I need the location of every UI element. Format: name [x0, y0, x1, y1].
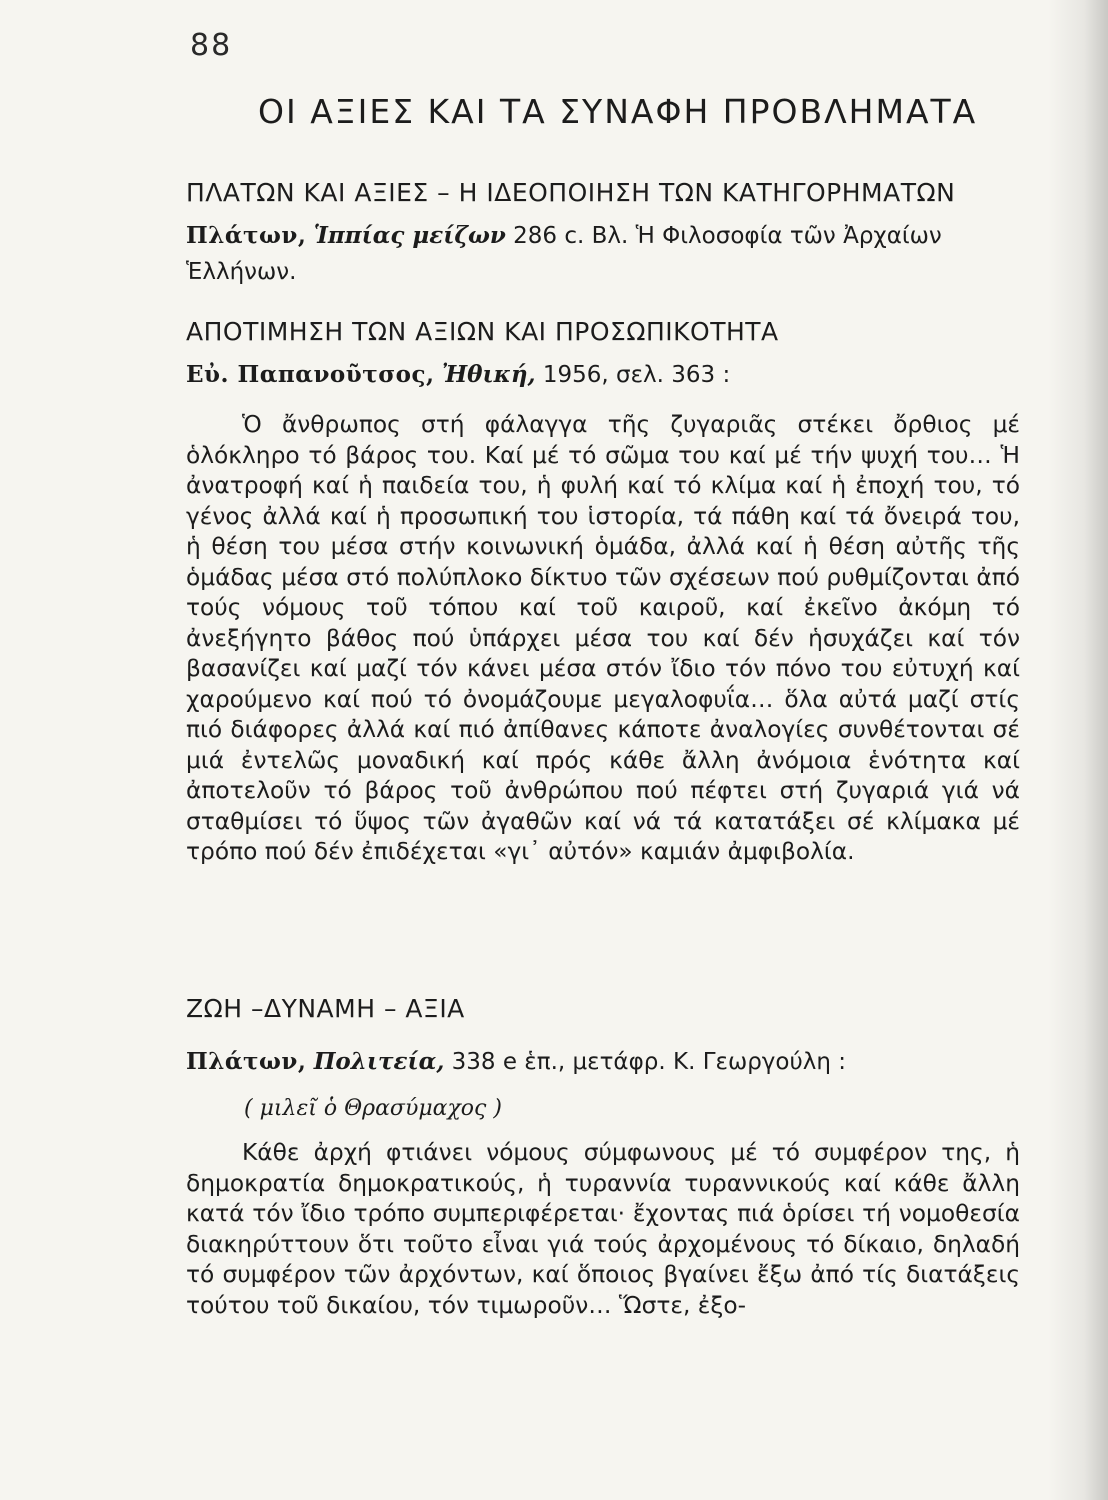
- reference-work: Ἠθική,: [441, 361, 536, 388]
- chapter-title: ΟΙ ΑΞΙΕΣ ΚΑΙ ΤΑ ΣΥΝΑΦΗ ΠΡΟΒΛΗΜΑΤΑ: [258, 92, 978, 131]
- section-heading-life-power-value: ΖΩΗ –ΔΥΝΑΜΗ – ΑΞΙΑ: [186, 994, 465, 1023]
- reference-details: 1956, σελ. 363 :: [535, 362, 731, 388]
- reference-plato-hippias: [186, 218, 1026, 290]
- quote-thrasymachus: Κάθε ἀρχή φτιάνει νόμους σύμφωνους μέ τό συμφέρον της, ἡ δημοκρατία δημοκρατικούς, ἡ τυραννία τυραννικούς καί κάθε ἄλλη κατά τόν ἴδιο τρόπο συμπεριφέρεται· ἔχοντας πιά ὁρίσει τή νομοθεσία διακηρύττουν ὅτι τοῦτο εἶναι γιά τούς ἀρχομένους τό δίκαιο, δηλαδή τό συμφέρον τῶν ἀρχόντων, καί ὅποιος βγαίνει ἔξω ἀπό τίς διατάξεις τούτου τοῦ δικαίου, τόν τιμωροῦν… Ὥστε, ἐξο-: [186, 1139, 1020, 1319]
- reference-details: 286 c. Βλ. Ἡ Φιλοσοφία τῶν Ἀρχαίων Ἑλλήνων.: [186, 223, 942, 285]
- reference-author: Πλάτων,: [186, 1048, 307, 1075]
- reference-author: Πλάτων,: [186, 222, 307, 249]
- speaker-note: ( μιλεῖ ὁ Θρασύμαχος ): [244, 1096, 502, 1121]
- section-heading-valuation-personality: ΑΠΟΤΙΜΗΣΗ ΤΩΝ ΑΞΙΩΝ ΚΑΙ ΠΡΟΣΩΠΙΚΟΤΗΤΑ: [186, 317, 779, 346]
- reference-papanoutsos-ethics: [186, 357, 1026, 393]
- quote-papanoutsos: Ὁ ἄνθρωπος στή φάλαγγα τῆς ζυγαριᾶς στέκει ὄρθιος μέ ὁλόκληρο τό βάρος του. Καί μέ τό σῶμα του καί μέ τήν ψυχή του… Ἡ ἀνατροφή καί ἡ παιδεία του, ἡ φυλή καί τό κλίμα καί ἡ ἐποχή του, τό γένος ἀλλά καί ἡ προσωπική του ἱστορία, τά πάθη καί τά ὄνειρά του, ἡ θέση του μέσα στήν κοινωνική ὁμάδα, ἀλλά καί ἡ θέση αὐτῆς τῆς ὁμάδας μέσα στό πολύπλοκο δίκτυο τῶν σχέσεων πού ρυθμίζονται ἀπό τούς νόμους τοῦ τόπου καί τοῦ καιροῦ, καί ἐκεῖνο ἀκόμη τό ἀνεξήγητο βάθος πού ὑπάρχει μέσα του καί δέν ἡσυχάζει καί τόν βασανίζει καί μαζί τόν κάνει μέσα στόν ἴδιο τόν πόνο του εὐτυχή καί χαρούμενο καί πού τό ὀνομάζουμε μεγαλοφυΐα… ὅλα αὐτά μαζί στίς πιό διάφορες ἀλλά καί πιό ἀπίθανες κάποτε ἀναλογίες συνθέτονται σέ μιά ἐντελῶς μοναδική καί πρός κάθε ἄλλη ἀνόμοια ἑνότητα καί ἀποτελοῦν τό βάρος τοῦ ἀνθρώπου πού πέφτει στή ζυγαριά γιά νά σταθμίσει τό ὕψος τῶν ἀγαθῶν καί νά τά κατατάξει σέ κλίμακα μέ τρόπο πού δέν ἐπιδέχεται «γι᾽ αὐτόν» καμιάν ἀμφιβολία.: [186, 411, 1020, 865]
- section-heading-plato-values: ΠΛΑΤΩΝ ΚΑΙ ΑΞΙΕΣ – Η ΙΔΕΟΠΟΙΗΣΗ ΤΩΝ ΚΑΤΗΓΟΡΗΜΑΤΩΝ: [186, 178, 956, 207]
- reference-plato-republic: [186, 1044, 1026, 1080]
- reference-work: Πολιτεία,: [313, 1048, 445, 1075]
- reference-work: Ἱππίας μείζων: [313, 222, 506, 249]
- page-number: 88: [190, 28, 233, 63]
- page-edge-shadow: [1048, 0, 1108, 1500]
- reference-author: Εὐ. Παπανοῦτσος,: [186, 361, 435, 388]
- reference-details: 338 e ἑπ., μετάφρ. Κ. Γεωργούλη :: [444, 1049, 847, 1075]
